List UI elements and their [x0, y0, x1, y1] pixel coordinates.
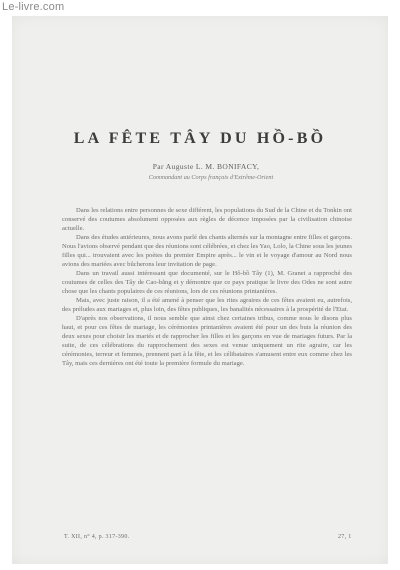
body-paragraph: Dans des études antérieures, nous avons parlé des chants alternés sur la montagne entre filles et garçons. Nous l'avions observé pendant que des réunions sont célébrées, et chez les Yao, Lolo, la Chine sous les jeunes filles qui... trouvaient avec les poètes du premier Empire après... le vin et le voyage d'amour au Nord nous avions des mariées avec bûcherons leur invitation de page. — [62, 234, 352, 268]
body-paragraph: Dans un travail aussi intéressant que documenté, sur le Hô-bồ Tây (1), M. Granet a rapproché des coutumes de celles des Tây de Cao-bằng et y démontre que ce pays pratique le livre des Odes ne sont autre chose que les chants populaires de ces réunions, lors de ces réunions printanières. — [62, 270, 352, 295]
article-author: Par Auguste L. M. BONIFACY, — [152, 162, 260, 171]
body-paragraph: Dans les relations entre personnes de sexe différent, les populations du Sud de la Chine et du Tonkin ont conservé des coutumes absolument opposées aux règles de décence imposées par la civilisation chinoise actuelle. — [62, 207, 352, 232]
article-title: LA FÊTE TÂY DU HỒ-BỒ — [73, 130, 327, 147]
watermark-logo: Le-livre.com — [2, 1, 65, 13]
document-page — [12, 16, 388, 564]
article-body — [62, 206, 352, 506]
page-number: 27, 1 — [338, 534, 352, 540]
footnote: T. XII, n° 4, p. 317-390. — [64, 534, 130, 540]
author-affiliation: Commandant au Corps français d'Extrême-Orient — [148, 174, 274, 181]
body-paragraph: D'après nos observations, il nous semble que ainsi chez certaines tribus, comme nous le disons plus haut, et pour ces fêtes de mariage, les cérémonies printanières avaient été pour un des buts la réunion des deux sexes pour choisir les mariés et de rapprocher les filles et les garçons en vue de mariages futurs. Par la suite, de ces célébrations du rapprochement des sexes est venue uniquement un rite agraire, car les cérémonies, terreur et femmes, prennent part à la fête, et les célibataires s'amusent entre eux comme chez les Tây, mais ces dernières ont été toute la première formule du mariage. — [62, 315, 352, 367]
body-paragraph: Mais, avec juste raison, il a été amené à penser que les rites agraires de ces fêtes avaient eu, autrefois, des préludes aux mariages et, plus loin, des fêtes publiques, les banalités nécessaires à la prospérité de l'Etat. — [62, 297, 352, 313]
